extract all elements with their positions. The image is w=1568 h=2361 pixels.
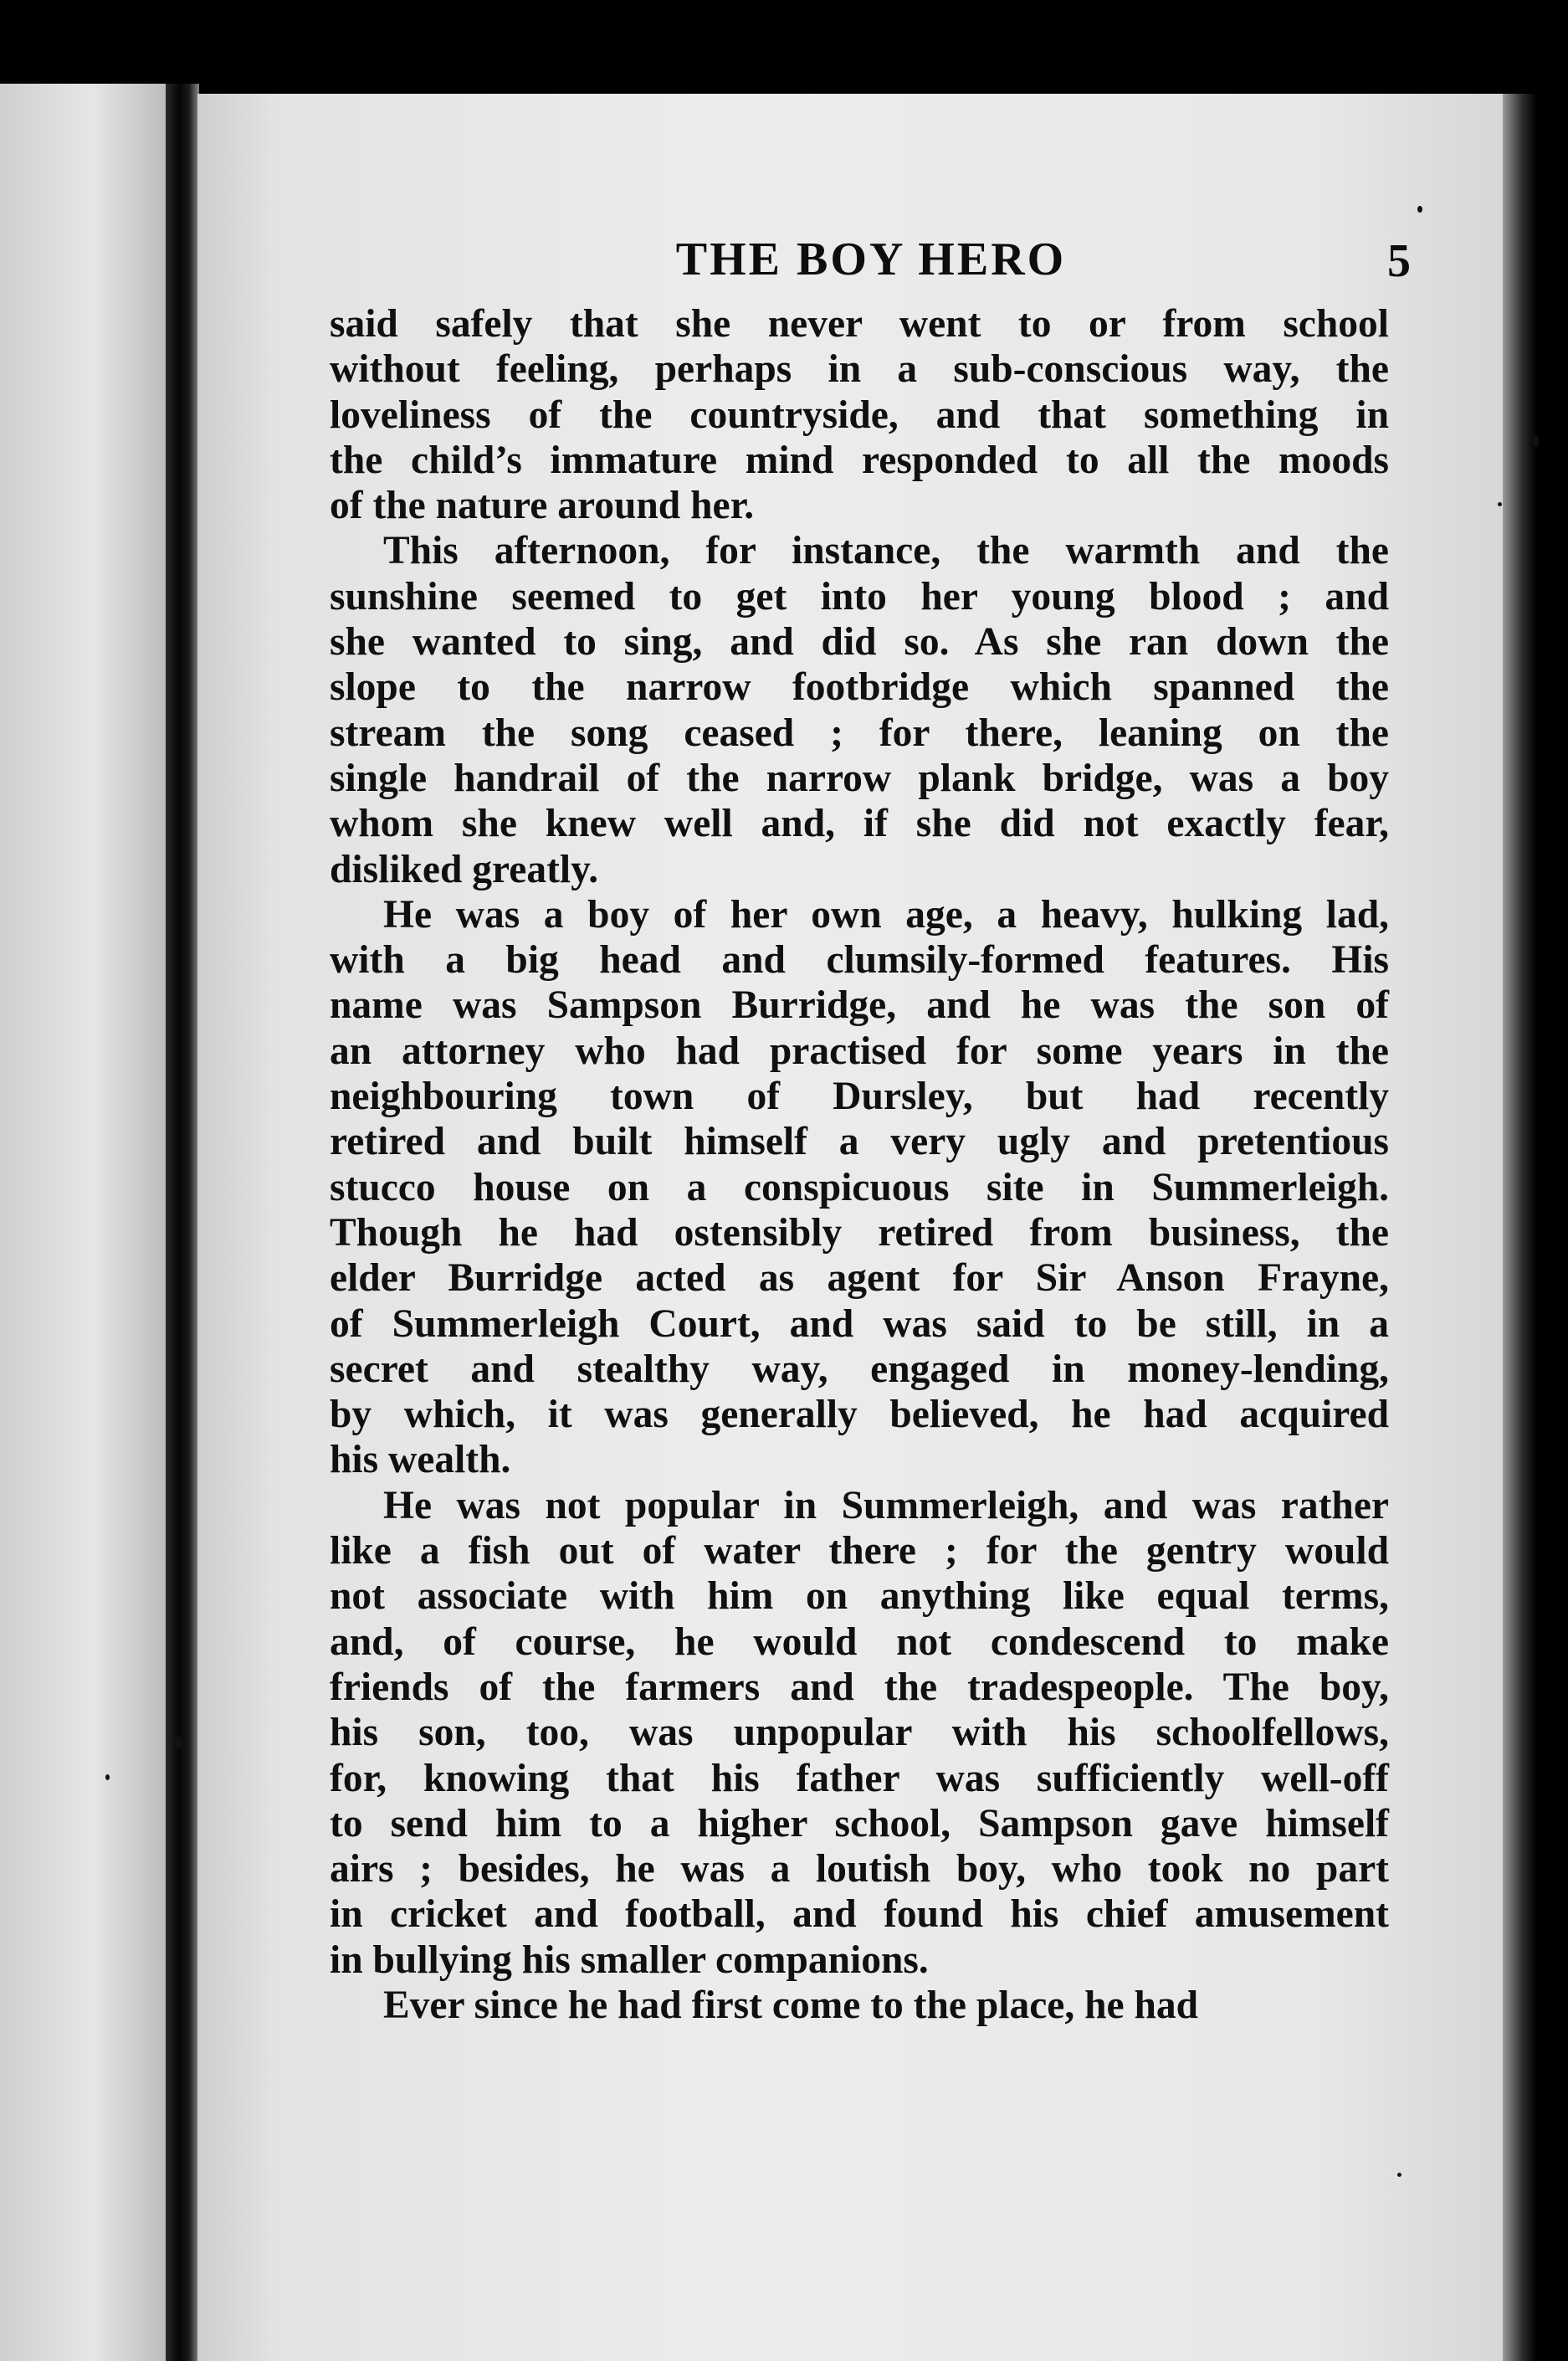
text-line: his wealth. [330, 1438, 511, 1482]
page-right-edge [1503, 94, 1536, 2361]
text-line: and, of course, he would not condescend to make [330, 1619, 1389, 1664]
text-line: airs ; besides, he was a loutish boy, who took no part [330, 1847, 1389, 1891]
text-line: slope to the narrow footbridge which spanned the [330, 665, 1389, 710]
book-gutter [166, 84, 199, 2361]
text-line: retired and built himself a very ugly and pretentious [330, 1120, 1389, 1164]
page-body [330, 301, 1389, 2028]
text-line: name was Sampson Burridge, and he was the son of [330, 983, 1389, 1028]
text-line: with a big head and clumsily-formed features. His [330, 938, 1389, 983]
scan-speck [174, 1736, 182, 1749]
text-line: like a fish out of water there ; for the gentry would [330, 1529, 1389, 1573]
text-line: disliked greatly. [330, 847, 599, 891]
scan-speck [1417, 206, 1422, 213]
text-line: an attorney who had practised for some years in the [330, 1029, 1389, 1073]
scan-speck [1498, 502, 1502, 506]
text-line: He was not popular in Summerleigh, and was rather [383, 1483, 1389, 1527]
scan-speck [1533, 435, 1539, 447]
paragraph [330, 1983, 1389, 2028]
text-line: secret and stealthy way, engaged in money-lending, [330, 1347, 1389, 1391]
text-line: single handrail of the narrow plank bridge, was a boy [330, 756, 1389, 800]
text-line: elder Burridge acted as agent for Sir Anson Frayne, [330, 1256, 1389, 1301]
paragraph [330, 892, 1389, 1483]
text-line: whom she knew well and, if she did not exactly fear, [330, 802, 1389, 846]
text-line: Though he had ostensibly retired from business, the [330, 1210, 1389, 1255]
text-line: Ever since he had first come to the place, he had [383, 1983, 1199, 2027]
scan-speck [105, 1774, 110, 1780]
text-line: in cricket and football, and found his chief amusement [330, 1892, 1389, 1937]
page-header [323, 233, 1411, 295]
facing-page-edge [0, 84, 166, 2361]
text-line: neighbouring town of Dursley, but had recently [330, 1075, 1389, 1119]
paragraph [330, 301, 1389, 528]
text-line: of the nature around her. [330, 484, 755, 528]
text-line: of Summerleigh Court, and was said to be still, in a [330, 1301, 1389, 1346]
scan-speck [1397, 2173, 1401, 2177]
text-line: stucco house on a conspicuous site in Summerleigh. [330, 1165, 1389, 1209]
text-line: He was a boy of her own age, a heavy, hulking lad, [383, 892, 1389, 937]
text-line: to send him to a higher school, Sampson gave himself [330, 1801, 1389, 1845]
paragraph [330, 528, 1389, 891]
page-number: 5 [1387, 235, 1411, 287]
text-line: loveliness of the countryside, and that something in [330, 393, 1389, 437]
text-line: stream the song ceased ; for there, leaning on the [330, 711, 1389, 755]
text-line: by which, it was generally believed, he had acquired [330, 1393, 1389, 1437]
text-line: not associate with him on anything like equal terms, [330, 1574, 1389, 1619]
text-line: for, knowing that his father was sufficiently well-off [330, 1756, 1389, 1800]
text-line: without feeling, perhaps in a sub-conscious way, the [330, 347, 1389, 392]
text-line: friends of the farmers and the tradespeople. The boy, [330, 1665, 1389, 1709]
paragraph [330, 1483, 1389, 1983]
running-title: THE BOY HERO [675, 234, 1067, 285]
text-line: sunshine seemed to get into her young blood ; and [330, 574, 1389, 618]
text-line: the child’s immature mind responded to all the moods [330, 438, 1389, 482]
text-line: This afternoon, for instance, the warmth and the [383, 529, 1389, 573]
text-line: said safely that she never went to or from school [330, 302, 1389, 346]
text-line: his son, too, was unpopular with his schoolfellows, [330, 1711, 1389, 1755]
text-line: she wanted to sing, and did so. As she ran down the [330, 620, 1389, 665]
text-line: in bullying his smaller companions. [330, 1938, 929, 1982]
